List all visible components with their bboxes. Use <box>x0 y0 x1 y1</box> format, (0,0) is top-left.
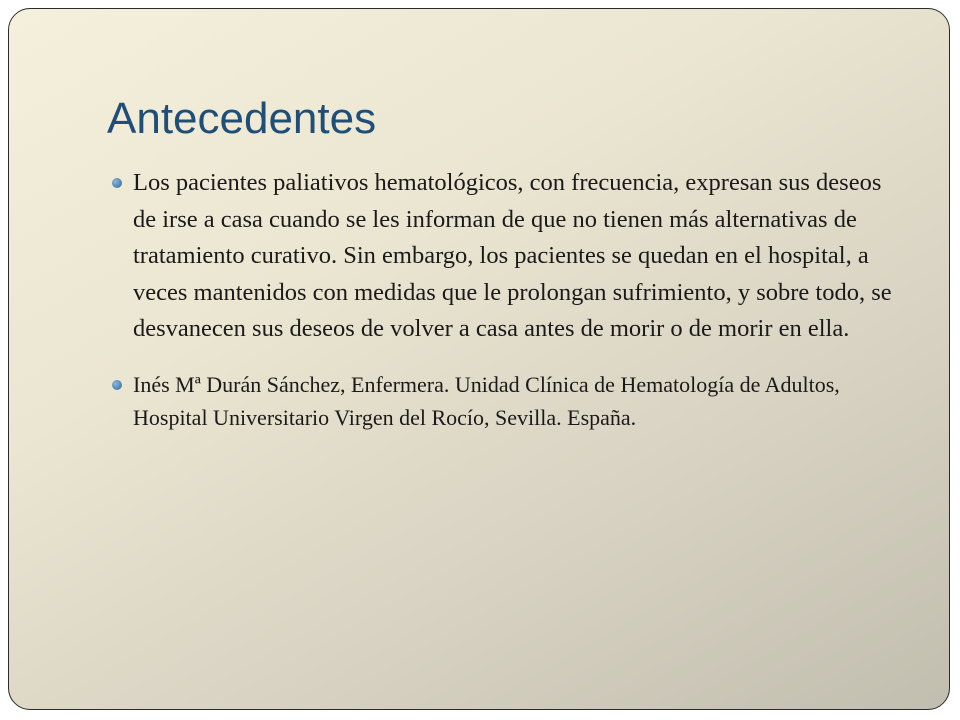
bullet-text: Los pacientes paliativos hematológicos, con frecuencia, expresan sus deseos de irse a casa cuando se les informan de que no tienen más alternativas de tratamiento curativo. Sin embargo, los pacientes se quedan en el hospital, a veces mantenidos con medidas que le prolongan sufrimiento, y sobre todo, se desvanecen sus deseos de volver a casa antes de morir o de morir en ella. <box>133 169 892 342</box>
slide <box>8 8 950 710</box>
bullet-dot-icon <box>112 380 122 390</box>
bullet-list <box>109 165 909 434</box>
bullet-item-author <box>109 368 909 434</box>
bullet-text: Inés Mª Durán Sánchez, Enfermera. Unidad Clínica de Hematología de Adultos, Hospital Universitario Virgen del Rocío, Sevilla. España. <box>133 371 840 430</box>
slide-title: Antecedentes <box>107 94 377 143</box>
bullet-item-background <box>109 165 909 348</box>
bullet-dot-icon <box>112 178 122 188</box>
